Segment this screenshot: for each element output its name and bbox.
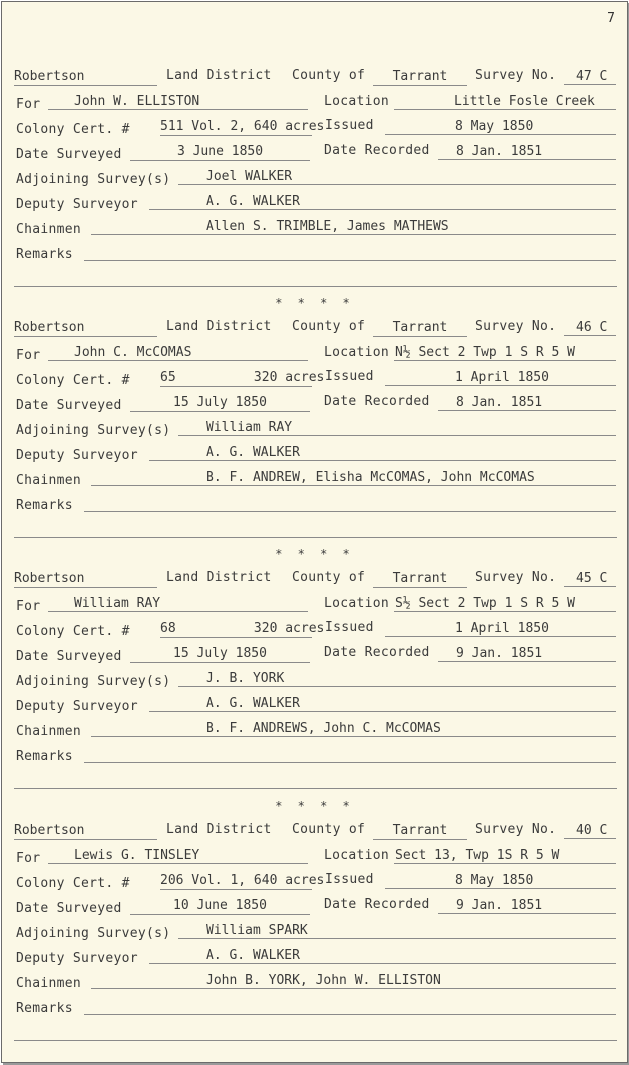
chainmen-field: John B. YORK, John W. ELLISTON [91,974,616,989]
county-label: County of [292,68,366,83]
remarks-extra-line [14,1039,617,1041]
location-label: Location [324,848,390,863]
deputy-label: Deputy Surveyor [16,951,138,966]
deputy-label: Deputy Surveyor [16,448,138,463]
date-surveyed-field: 15 July 1850 [130,396,310,412]
document-page [1,1,628,1063]
survey-no-label: Survey No. [475,319,557,334]
remarks-field [84,999,616,1015]
deputy-label: Deputy Surveyor [16,197,138,212]
survey-no-field: 45 C [564,572,616,587]
page-number: 7 [607,11,615,26]
remarks-label: Remarks [16,1001,73,1016]
for-field: Lewis G. TINSLEY [48,849,308,864]
date-surveyed-field: 10 June 1850 [130,899,310,915]
deputy-field: A. G. WALKER [149,697,616,712]
issued-field: 1 April 1850 [385,622,616,637]
district-field: Robertson [14,70,157,86]
date-recorded-field: 8 Jan. 1851 [438,145,616,160]
survey-no-label: Survey No. [475,68,557,83]
record-separator: * * * * [275,296,354,310]
issued-label: Issued [325,118,374,133]
remarks-label: Remarks [16,247,73,262]
for-field: John W. ELLISTON [48,95,308,110]
for-field: John C. McCOMAS [48,346,308,361]
remarks-label: Remarks [16,498,73,513]
survey-no-field: 40 C [564,824,616,839]
issued-label: Issued [325,369,374,384]
date-recorded-field: 9 Jan. 1851 [438,899,616,914]
date-recorded-label: Date Recorded [324,143,430,158]
record-separator: * * * * [275,547,354,561]
county-field: Tarrant [373,572,467,588]
survey-no-field: 47 C [564,70,616,85]
county-label: County of [292,570,366,585]
location-field: Little Fosle Creek [394,95,616,110]
issued-label: Issued [325,872,374,887]
county-label: County of [292,822,366,837]
chainmen-field: Allen S. TRIMBLE, James MATHEWS [91,220,616,235]
district-field: Robertson [14,824,157,840]
remarks-field [84,245,616,261]
colony-cert-field: 65 320 acres [160,370,325,385]
issued-field: 8 May 1850 [385,874,616,889]
date-recorded-label: Date Recorded [324,394,430,409]
chainmen-label: Chainmen [16,976,82,991]
date-recorded-label: Date Recorded [324,897,430,912]
issued-field: 8 May 1850 [385,120,616,135]
survey-record [2,70,627,300]
colony-cert-field: 206 Vol. 1, 640 acres [160,873,325,888]
adjoining-field: J. B. YORK [178,672,616,687]
district-field: Robertson [14,572,157,588]
adjoining-label: Adjoining Survey(s) [16,926,171,941]
survey-no-label: Survey No. [475,570,557,585]
deputy-label: Deputy Surveyor [16,699,138,714]
adjoining-field: William SPARK [178,924,616,939]
remarks-field [84,496,616,512]
date-recorded-label: Date Recorded [324,645,430,660]
for-field: William RAY [48,597,308,612]
record-separator: * * * * [275,799,354,813]
deputy-field: A. G. WALKER [149,949,616,964]
location-label: Location [324,596,390,611]
colony-cert-label: Colony Cert. # [16,876,130,891]
location-field: N½ Sect 2 Twp 1 S R 5 W [394,346,616,361]
date-surveyed-label: Date Surveyed [16,649,122,664]
date-surveyed-label: Date Surveyed [16,901,122,916]
deputy-field: A. G. WALKER [149,446,616,461]
remarks-label: Remarks [16,749,73,764]
location-field: Sect 13, Twp 1S R 5 W [394,849,616,864]
for-label: For [16,851,41,866]
land-district-label: Land District [166,319,272,334]
location-label: Location [324,345,390,360]
survey-record [2,824,627,1054]
district-field: Robertson [14,321,157,337]
remarks-extra-line [14,285,617,287]
chainmen-label: Chainmen [16,222,82,237]
remarks-field [84,747,616,763]
date-surveyed-field: 15 July 1850 [130,647,310,663]
colony-cert-label: Colony Cert. # [16,122,130,137]
chainmen-label: Chainmen [16,473,82,488]
colony-cert-field: 511 Vol. 2, 640 acres [160,119,325,134]
remarks-extra-line [14,787,617,789]
survey-record [2,572,627,802]
county-label: County of [292,319,366,334]
deputy-field: A. G. WALKER [149,195,616,210]
date-recorded-field: 8 Jan. 1851 [438,396,616,411]
location-field: S½ Sect 2 Twp 1 S R 5 W [394,597,616,612]
chainmen-field: B. F. ANDREW, Elisha McCOMAS, John McCOMAS [91,471,616,486]
survey-no-field: 46 C [564,321,616,336]
chainmen-label: Chainmen [16,724,82,739]
issued-field: 1 April 1850 [385,371,616,386]
date-surveyed-label: Date Surveyed [16,147,122,162]
for-label: For [16,599,41,614]
survey-no-label: Survey No. [475,822,557,837]
date-surveyed-field: 3 June 1850 [130,145,310,161]
colony-cert-label: Colony Cert. # [16,373,130,388]
land-district-label: Land District [166,570,272,585]
for-label: For [16,348,41,363]
county-field: Tarrant [373,321,467,337]
issued-label: Issued [325,620,374,635]
remarks-extra-line [14,536,617,538]
colony-cert-label: Colony Cert. # [16,624,130,639]
county-field: Tarrant [373,70,467,86]
colony-cert-field: 68 320 acres [160,621,325,636]
county-field: Tarrant [373,824,467,840]
for-label: For [16,97,41,112]
location-label: Location [324,94,390,109]
land-district-label: Land District [166,822,272,837]
chainmen-field: B. F. ANDREWS, John C. McCOMAS [91,722,616,737]
date-recorded-field: 9 Jan. 1851 [438,647,616,662]
adjoining-label: Adjoining Survey(s) [16,423,171,438]
date-surveyed-label: Date Surveyed [16,398,122,413]
survey-record [2,321,627,551]
adjoining-field: William RAY [178,421,616,436]
adjoining-field: Joel WALKER [178,170,616,185]
adjoining-label: Adjoining Survey(s) [16,172,171,187]
land-district-label: Land District [166,68,272,83]
adjoining-label: Adjoining Survey(s) [16,674,171,689]
